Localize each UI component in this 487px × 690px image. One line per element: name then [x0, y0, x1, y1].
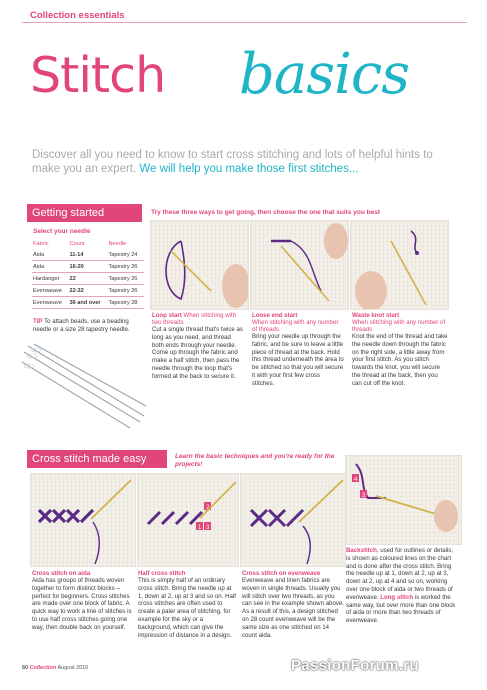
needle-table [32, 238, 144, 309]
waste-knot-illustration [351, 221, 448, 309]
half-cross-illustration [138, 474, 238, 566]
needles-image [20, 342, 146, 430]
col-needle: Needle [108, 240, 127, 247]
magazine-name: Collection [29, 665, 57, 671]
col-fabric: Fabric [33, 240, 49, 247]
cross-stitch-note: Learn the basic techniques and you're ready for the projects! [175, 453, 335, 468]
backstitch-photo [345, 455, 462, 545]
half-cross-body: This is simply half of an ordinary cross stitch. Bring the needle up at 1, down at 2, up at 3 and so on. Half cross stitches are often used to create a paler area of stitching, for example for the sky or a background, which can give the impression of distance in a design. [138, 577, 236, 639]
loop-start-title: Loop start When stitching with two threads [152, 312, 236, 326]
loose-end-title: Loose end start [252, 312, 298, 319]
tip-label: TIP [33, 318, 43, 325]
half-cross-number-2: 2 [206, 505, 210, 511]
title-word-stitch: Stitch [30, 47, 166, 104]
cross-evenweave-body: Evenweave and linen fabrics are woven in single threads. Usually you will stitch over two threads, as you can see in the example shown above. As a result of this, a design stitched on 28 count evenweave will be the same size as one stitched on 14 count aida. [242, 577, 344, 639]
backstitch-illustration [346, 456, 461, 544]
intro-highlight: We will help you make those first stitches... [139, 163, 359, 175]
cross-aida-photo [30, 473, 136, 567]
waste-knot-photo [350, 220, 449, 310]
section-label: Collection essentials [30, 10, 125, 21]
table-row: Aida 11-14 Tapestry 24 [32, 249, 144, 261]
cross-aida-title: Cross stitch on aida [32, 570, 91, 577]
intro-paragraph [32, 148, 462, 176]
half-cross-number-1: 1 [198, 525, 202, 531]
col-count: Count [69, 240, 85, 247]
loop-start-caption [152, 312, 244, 381]
waste-knot-subtitle: When stitching with any number of threads [352, 319, 446, 333]
table-row: Hardanger 22 Tapestry 26 [32, 273, 144, 285]
loose-end-illustration [251, 221, 348, 309]
waste-knot-body: Knot the end of the thread and take the needle down through the fabric on the right side, a little away from your first stitch. As you stitch towards the knot, you will secure the thread at the back, then you can cut off the knot. [352, 333, 448, 387]
cross-evenweave-caption [242, 570, 344, 639]
cross-evenweave-photo [240, 473, 346, 567]
needle-heading: Select your needle [33, 228, 91, 235]
intro-text: Discover all you need to know to start cross stitching and lots of helpful hints to make you an expert. [32, 149, 433, 175]
half-cross-number-3: 3 [206, 525, 210, 531]
loop-start-illustration [151, 221, 248, 309]
half-cross-title: Half cross stitch [138, 570, 186, 577]
table-row: Aida 16-20 Tapestry 26 [32, 261, 144, 273]
cross-stitch-heading: Cross stitch made easy [27, 450, 167, 468]
loop-start-body: Cut a single thread that's twice as long as you need, and thread both ends through your needle. Come up through the fabric and make a half stitch, then pass the needle through the loop that's formed at the back to secure it. [152, 326, 243, 380]
title-word-basics: basics [239, 42, 409, 107]
tip [33, 318, 143, 334]
loose-end-body: Bring your needle up through the fabric, and be sure to leave a little piece of thread at the back. Hold this thread underneath the area to be stitched so that you will secure it with your first few cross stitches. [252, 333, 344, 387]
backstitch-number-4: 4 [354, 477, 358, 483]
backstitch-body: , used for outlines or details, is shown as coloured lines on the chart and is done after the cross stitch. Bring the needle up at 1, down at 2, up at 3, down at 2, up at 4 and so on, working over one block of aida or two threads of evenweave. [346, 547, 454, 601]
loop-start-photo [150, 220, 249, 310]
getting-started-tagline: Try these three ways to get going, then choose the one that suits you best [151, 209, 380, 216]
loose-end-caption [252, 312, 344, 388]
table-row: Evenweave 22-32 Tapestry 26 [32, 285, 144, 297]
backstitch-number-3: 3 [362, 493, 366, 499]
backstitch-title: Backstitch [346, 547, 377, 554]
waste-knot-caption [352, 312, 448, 388]
issue-date: August 2016 [57, 665, 89, 671]
tip-text: To attach beads, use a beading needle or a size 28 tapestry needle. [33, 318, 130, 333]
long-stitch-title: Long stitch [380, 593, 414, 601]
cross-aida-illustration [31, 474, 135, 566]
long-stitch-body: is worked the same way, but over more than one block of aida or more than two threads of evenweave. [346, 593, 456, 625]
cross-aida-body: Aida has groups of threads woven together to form distinct blocks – perfect for beginners. Cross stitches are made over one block of fabric. A quick way to work a line of stitches is to use half cross stitches going one way, then double back on yourself. [32, 577, 132, 631]
half-cross-photo [137, 473, 239, 567]
backstitch-caption [346, 547, 458, 625]
watermark: PassionForum.ru [291, 657, 419, 674]
page-footer [22, 665, 88, 671]
cross-evenweave-illustration [241, 474, 345, 566]
waste-knot-title: Waste knot start [352, 312, 400, 319]
loose-end-subtitle: When stitching with any number of threads [252, 319, 339, 333]
half-cross-caption [138, 570, 238, 639]
getting-started-heading: Getting started [27, 204, 142, 222]
page-number: 60 [22, 665, 29, 671]
header-rule [22, 22, 467, 23]
cross-evenweave-title: Cross stitch on evenweave [242, 570, 321, 577]
cross-aida-caption [32, 570, 134, 632]
table-row: Evenweave 36 and over Tapestry 28 [32, 297, 144, 309]
loose-end-photo [250, 220, 349, 310]
